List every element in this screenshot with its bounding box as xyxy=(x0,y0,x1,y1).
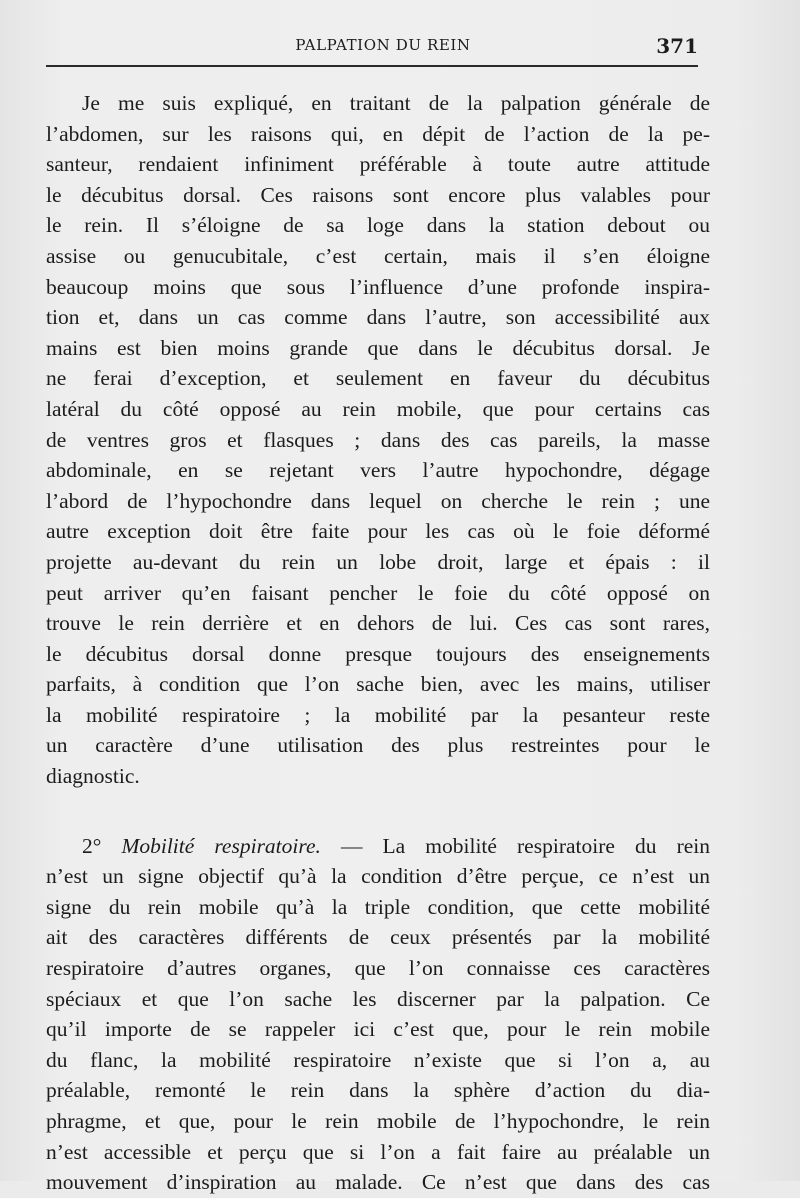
text-line: tion et, dans un cas comme dans l’autre, son accessibilité aux xyxy=(46,305,710,330)
text-line: du flanc, la mobilité respiratoire n’existe que si l’on a, au xyxy=(46,1047,710,1072)
text-line: Je me suis expliqué, en traitant de la palpation générale de xyxy=(82,91,710,115)
text-line: mouvement d’inspiration au malade. Ce n’est que dans des cas xyxy=(46,1170,710,1195)
running-head xyxy=(46,34,698,58)
text-line: peut arriver qu’en faisant pencher le foie du côté opposé on xyxy=(46,580,710,605)
running-title: PALPATION DU REIN xyxy=(295,36,471,54)
text-line: qu’il importe de se rappeler ici c’est que, pour le rein mobile xyxy=(46,1017,710,1042)
text-line: ait des caractères différents de ceux présentés par la mobilité xyxy=(46,925,710,950)
text-line: un caractère d’une utilisation des plus restreintes pour le xyxy=(46,733,710,758)
text-line: assise ou genucubitale, c’est certain, mais il s’en éloigne xyxy=(46,243,710,268)
section-heading-rest: — La mobilité respiratoire du rein xyxy=(340,833,710,858)
paragraph-2 xyxy=(46,831,710,1198)
text-line: spéciaux et que l’on sache les discerner par la palpation. Ce xyxy=(46,986,710,1011)
text-line: l’abord de l’hypochondre dans lequel on cherche le rein ; une xyxy=(46,488,710,513)
section-heading-line xyxy=(46,831,710,862)
text-line: n’est un signe objectif qu’à la condition d’être perçue, ce n’est un xyxy=(46,864,710,889)
text-line: latéral du côté opposé au rein mobile, que pour certains cas xyxy=(46,396,710,421)
paragraph-gap xyxy=(46,792,710,831)
page-number: 371 xyxy=(656,34,698,58)
text-line: de ventres gros et flasques ; dans des cas pareils, la masse xyxy=(46,427,710,452)
body-text xyxy=(46,88,710,1198)
text-line: parfaits, à condition que l’on sache bien, avec les mains, utiliser xyxy=(46,672,710,697)
text-line: n’est accessible et perçu que si l’on a fait faire au préalable un xyxy=(46,1139,710,1164)
text-line: préalable, remonté le rein dans la sphère d’action du dia- xyxy=(46,1078,710,1103)
section-number: 2° xyxy=(82,833,102,858)
text-line: beaucoup moins que sous l’influence d’une profonde inspira- xyxy=(46,274,710,299)
text-line: abdominale, en se rejetant vers l’autre hypochondre, dégage xyxy=(46,458,710,483)
text-line: trouve le rein derrière et en dehors de lui. Ces cas sont rares, xyxy=(46,611,710,636)
section-title: Mobilité respiratoire. xyxy=(121,833,321,858)
text-line: respiratoire d’autres organes, que l’on connaisse ces caractères xyxy=(46,956,710,981)
text-line: ne ferai d’exception, et seulement en faveur du décubitus xyxy=(46,366,710,391)
text-line: l’abdomen, sur les raisons qui, en dépit de l’action de la pe- xyxy=(46,121,710,146)
paragraph-1 xyxy=(46,88,710,792)
text-line: autre exception doit être faite pour les cas où le foie déformé xyxy=(46,519,710,544)
text-line: le décubitus dorsal. Ces raisons sont encore plus valables pour xyxy=(46,182,710,207)
text-line: le décubitus dorsal donne presque toujours des enseignements xyxy=(46,641,710,666)
header-rule xyxy=(46,65,698,67)
text-line: santeur, rendaient infiniment préférable à toute autre attitude xyxy=(46,152,710,177)
text-line: signe du rein mobile qu’à la triple condition, que cette mobilité xyxy=(46,894,710,919)
text-line: phragme, et que, pour le rein mobile de l’hypochondre, le rein xyxy=(46,1109,710,1133)
text-line: la mobilité respiratoire ; la mobilité par la pesanteur reste xyxy=(46,702,710,727)
text-line: diagnostic. xyxy=(46,764,140,789)
text-line: mains est bien moins grande que dans le décubitus dorsal. Je xyxy=(46,335,710,360)
text-line: le rein. Il s’éloigne de sa loge dans la station debout ou xyxy=(46,213,710,238)
text-line: projette au-devant du rein un lobe droit, large et épais : il xyxy=(46,549,710,574)
